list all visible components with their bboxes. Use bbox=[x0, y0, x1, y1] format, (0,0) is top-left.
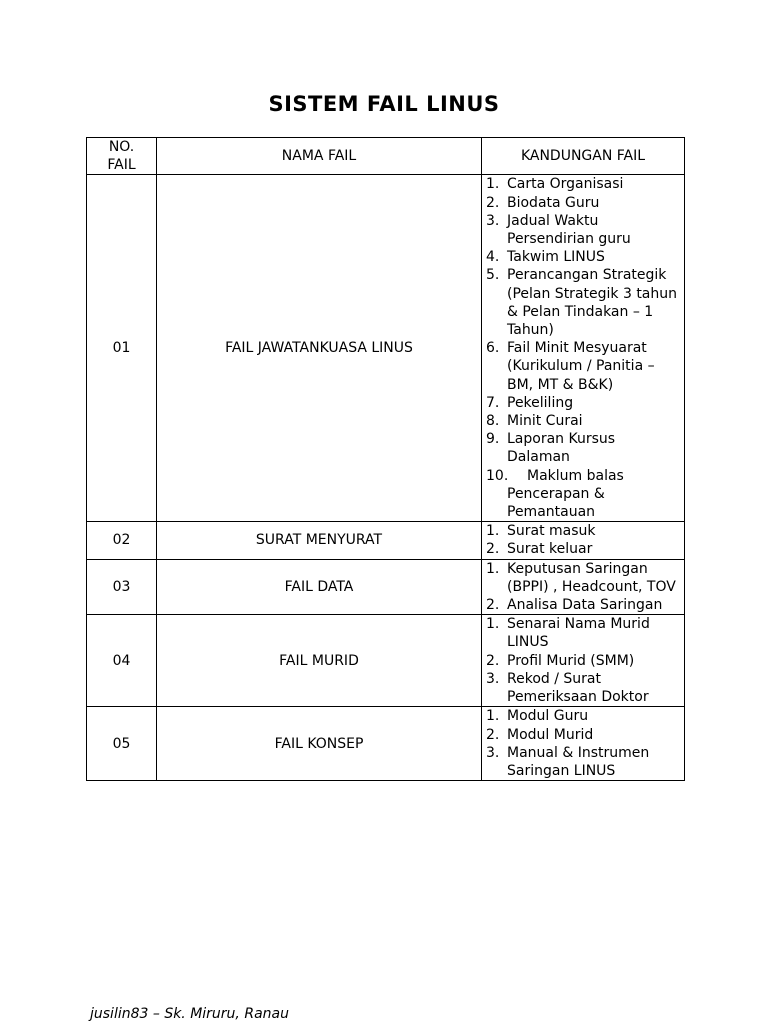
header-no-line2: FAIL bbox=[107, 157, 136, 174]
list-item-number: 1. bbox=[486, 560, 500, 577]
table-row bbox=[87, 559, 685, 615]
list-item-number: 2. bbox=[486, 652, 500, 669]
file-number-cell: 03 bbox=[87, 559, 157, 615]
file-name-cell: FAIL KONSEP bbox=[157, 707, 482, 781]
list-item-number: 6. bbox=[486, 340, 500, 357]
contents-list-item bbox=[482, 652, 684, 670]
contents-list-item bbox=[482, 707, 684, 725]
list-item-text: Surat keluar bbox=[507, 541, 593, 558]
list-item-text: Maklum balas Pencerapan & Pemantauan bbox=[507, 467, 624, 521]
table-row bbox=[87, 707, 685, 781]
contents-list-item bbox=[482, 467, 684, 522]
contents-list-item bbox=[482, 615, 684, 651]
list-item-number: 2. bbox=[486, 194, 500, 211]
contents-list bbox=[482, 560, 684, 615]
list-item-number: 4. bbox=[486, 249, 500, 266]
list-item-number: 1. bbox=[486, 176, 500, 193]
contents-list-item bbox=[482, 194, 684, 212]
file-system-table bbox=[86, 137, 685, 781]
list-item-number: 3. bbox=[486, 212, 500, 229]
list-item-number: 8. bbox=[486, 413, 500, 430]
header-no-line1: NO. bbox=[108, 139, 135, 155]
list-item-text: Profil Murid (SMM) bbox=[507, 652, 635, 669]
list-item-text: Laporan Kursus Dalaman bbox=[507, 431, 616, 466]
table-row bbox=[87, 175, 685, 522]
contents-list-item bbox=[482, 412, 684, 430]
list-item-number: 1. bbox=[486, 523, 500, 540]
table-row bbox=[87, 522, 685, 559]
contents-list-item bbox=[482, 596, 684, 614]
contents-list-item bbox=[482, 339, 684, 394]
list-item-text: Modul Guru bbox=[507, 708, 589, 725]
table-header-row bbox=[87, 138, 685, 175]
file-contents-cell bbox=[482, 707, 685, 781]
contents-list-item bbox=[482, 266, 684, 339]
list-item-text: Analisa Data Saringan bbox=[507, 597, 663, 614]
list-item-text: Fail Minit Mesyuarat (Kurikulum / Panitia – BM, MT & B&K) bbox=[507, 340, 655, 393]
contents-list-item bbox=[482, 248, 684, 266]
contents-list-item bbox=[482, 175, 684, 193]
list-item-number: 2. bbox=[486, 541, 500, 558]
table-row bbox=[87, 615, 685, 707]
list-item-number: 1. bbox=[486, 616, 500, 633]
contents-list-item bbox=[482, 744, 684, 780]
file-contents-cell bbox=[482, 522, 685, 559]
file-number-cell: 01 bbox=[87, 175, 157, 522]
header-kandungan-fail: KANDUNGAN FAIL bbox=[482, 138, 685, 175]
contents-list bbox=[482, 707, 684, 780]
document-title: SISTEM FAIL LINUS bbox=[268, 92, 500, 116]
contents-list-item bbox=[482, 540, 684, 558]
contents-list-item bbox=[482, 670, 684, 706]
contents-list-item bbox=[482, 394, 684, 412]
header-nama-fail: NAMA FAIL bbox=[157, 138, 482, 175]
list-item-text: Biodata Guru bbox=[507, 194, 600, 211]
file-number-cell: 04 bbox=[87, 615, 157, 707]
file-name-cell: FAIL JAWATANKUASA LINUS bbox=[157, 175, 482, 522]
contents-list-item bbox=[482, 522, 684, 540]
list-item-text: Senarai Nama Murid LINUS bbox=[507, 616, 650, 651]
contents-list-item bbox=[482, 212, 684, 248]
file-name-cell: FAIL DATA bbox=[157, 559, 482, 615]
list-item-text: Keputusan Saringan (BPPI) , Headcount, TOV bbox=[507, 560, 676, 595]
list-item-number: 2. bbox=[486, 726, 500, 743]
contents-list bbox=[482, 615, 684, 706]
list-item-number: 2. bbox=[486, 597, 500, 614]
list-item-text: Pekeliling bbox=[507, 394, 574, 411]
list-item-text: Modul Murid bbox=[507, 726, 594, 743]
list-item-number: 7. bbox=[486, 394, 500, 411]
list-item-number: 9. bbox=[486, 431, 500, 448]
file-contents-cell bbox=[482, 559, 685, 615]
list-item-number: 3. bbox=[486, 744, 500, 761]
file-number-cell: 05 bbox=[87, 707, 157, 781]
list-item-text: Rekod / Surat Pemeriksaan Doktor bbox=[507, 670, 649, 706]
list-item-number: 3. bbox=[486, 670, 500, 687]
file-number-cell: 02 bbox=[87, 522, 157, 559]
list-item-text: Takwim LINUS bbox=[507, 249, 605, 266]
list-item-text: Manual & Instrumen Saringan LINUS bbox=[507, 744, 650, 779]
file-name-cell: SURAT MENYURAT bbox=[157, 522, 482, 559]
contents-list bbox=[482, 175, 684, 521]
contents-list-item bbox=[482, 430, 684, 466]
contents-list bbox=[482, 522, 684, 558]
list-item-text: Jadual Waktu Persendirian guru bbox=[507, 212, 631, 248]
table-body bbox=[87, 175, 685, 781]
file-contents-cell bbox=[482, 175, 685, 522]
list-item-text: Surat masuk bbox=[507, 523, 596, 540]
contents-list-item bbox=[482, 560, 684, 596]
footer-credit: jusilin83 – Sk. Miruru, Ranau bbox=[90, 1006, 289, 1022]
list-item-text: Minit Curai bbox=[507, 413, 583, 430]
list-item-text: Perancangan Strategik (Pelan Strategik 3 tahun & Pelan Tindakan – 1 Tahun) bbox=[507, 267, 678, 339]
header-no-fail bbox=[87, 138, 157, 175]
list-item-number: 1. bbox=[486, 708, 500, 725]
list-item-text: Carta Organisasi bbox=[507, 176, 624, 193]
list-item-number: 10. bbox=[486, 467, 509, 484]
file-name-cell: FAIL MURID bbox=[157, 615, 482, 707]
file-contents-cell bbox=[482, 615, 685, 707]
contents-list-item bbox=[482, 726, 684, 744]
list-item-number: 5. bbox=[486, 267, 500, 284]
